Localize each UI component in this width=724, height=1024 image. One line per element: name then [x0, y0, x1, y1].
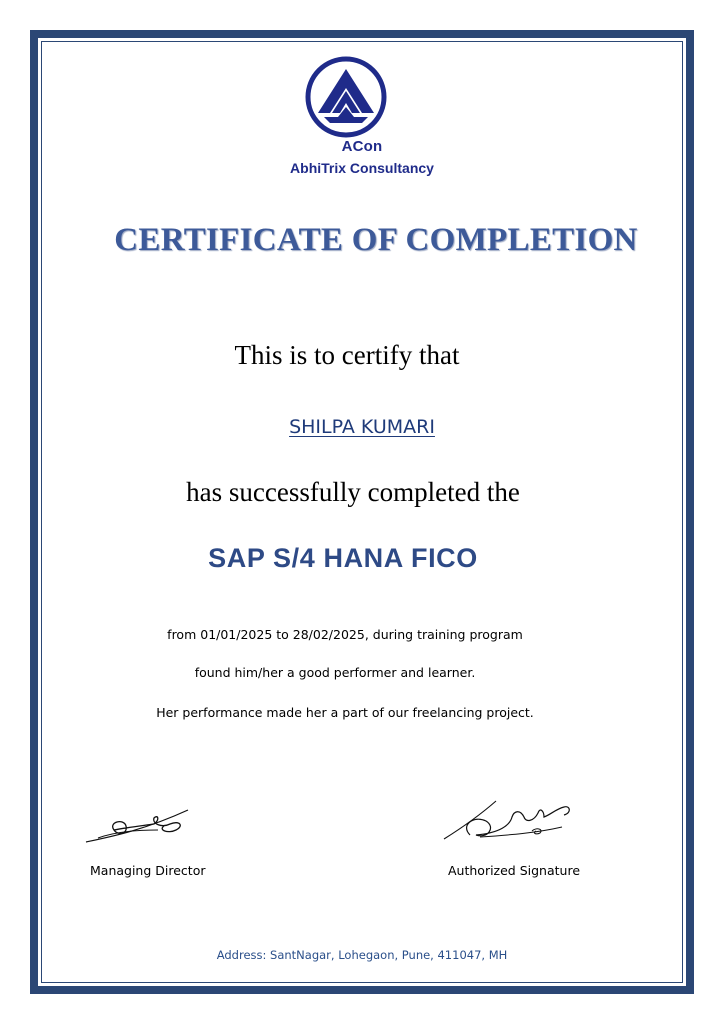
duration-text: from 01/01/2025 to 28/02/2025, during training program — [167, 627, 523, 642]
certificate-title: CERTIFICATE OF COMPLETION — [114, 222, 638, 258]
brand-name: ACon — [341, 138, 383, 155]
performance-text: found him/her a good performer and learner. — [194, 665, 476, 680]
project-text: Her performance made her a part of our freelancing project. — [156, 705, 534, 720]
recipient-name-row — [0, 416, 724, 438]
acon-logo-icon — [304, 55, 388, 139]
managing-director-label: Managing Director — [90, 863, 206, 878]
course-name: SAP S/4 HANA FICO — [208, 543, 478, 573]
recipient-name: SHILPA KUMARI — [289, 416, 435, 438]
certify-text: This is to certify that — [234, 340, 460, 370]
authorized-signature-label: Authorized Signature — [448, 863, 581, 878]
company-name: AbhiTrix Consultancy — [290, 160, 434, 176]
authorized-signature — [440, 795, 580, 845]
footer-address: Address: SantNagar, Lohegaon, Pune, 411047, MH — [216, 948, 508, 962]
managing-director-signature — [84, 800, 194, 850]
completed-text: has successfully completed the — [186, 477, 520, 507]
